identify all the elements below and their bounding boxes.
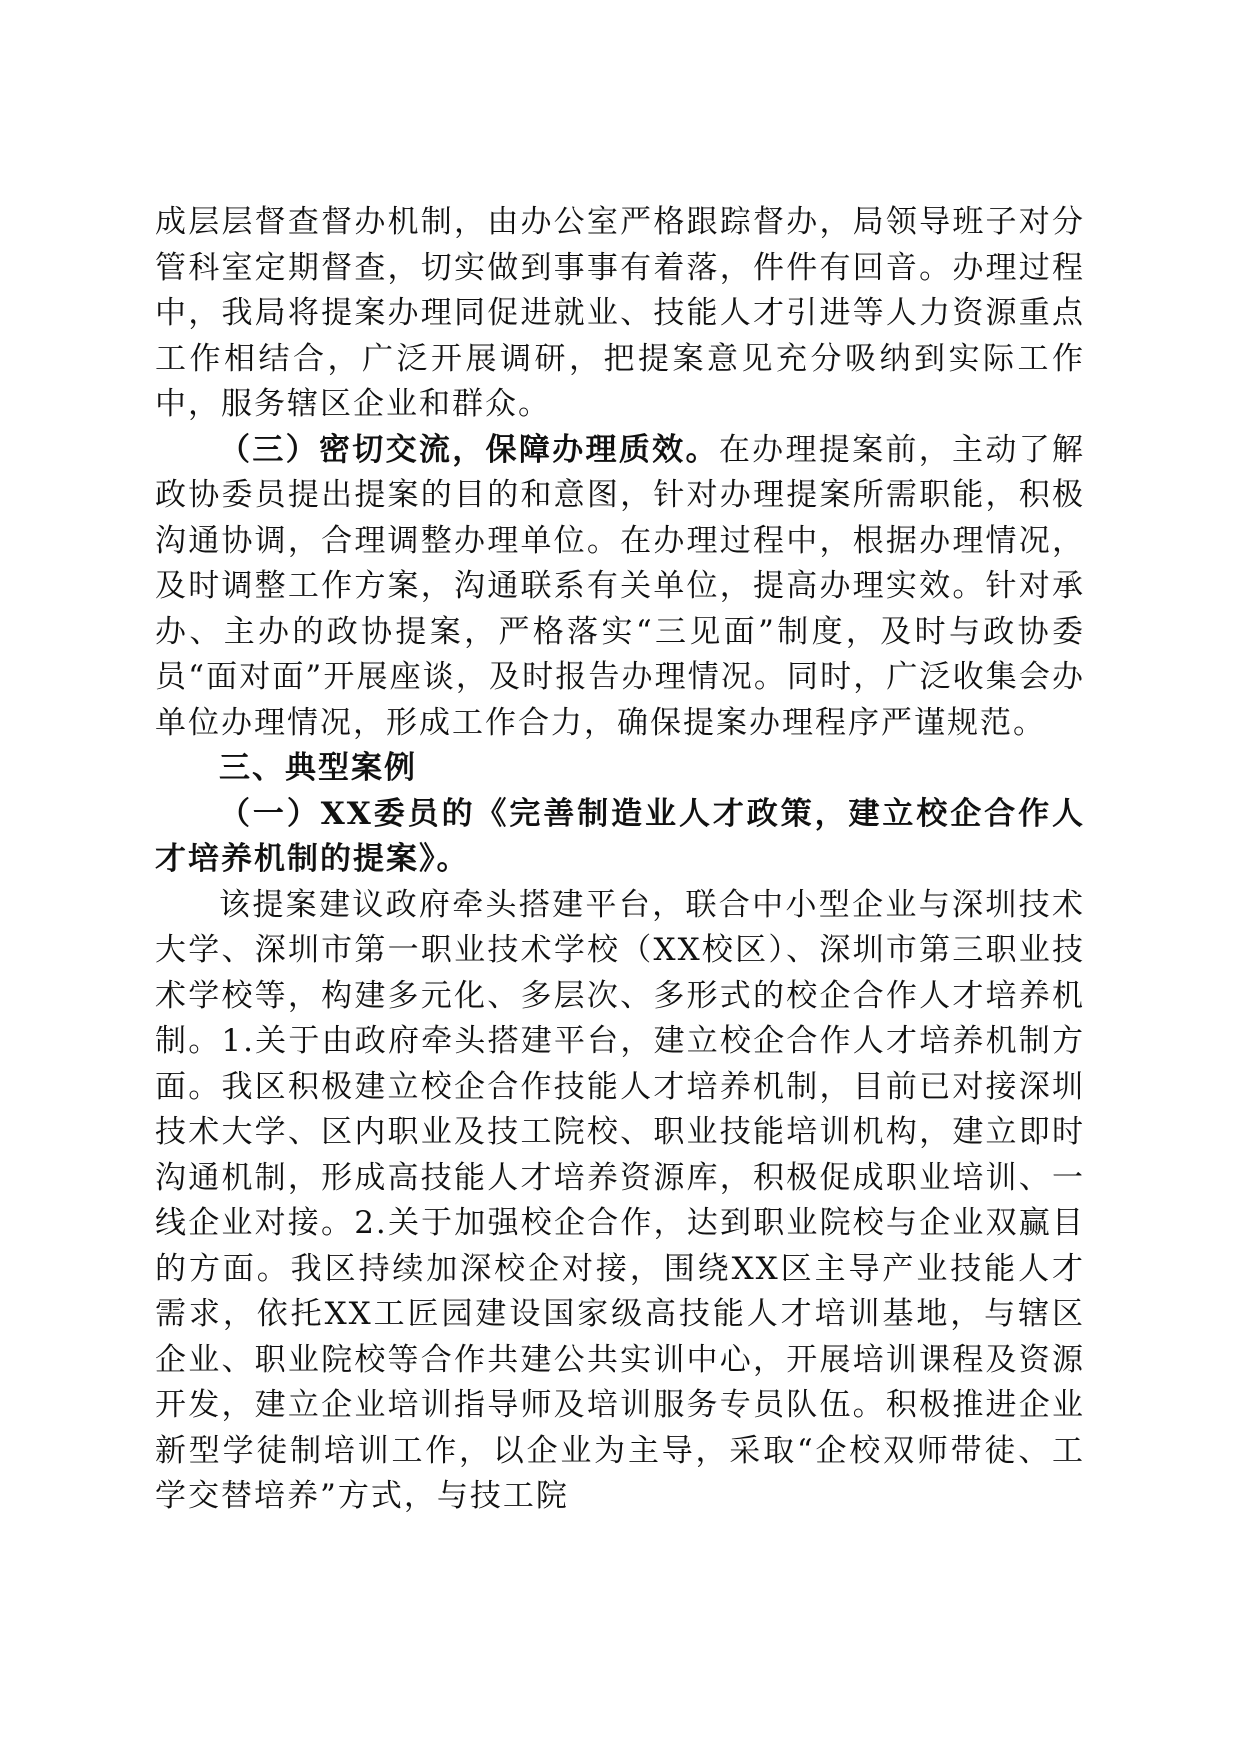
- document-body: [155, 200, 1085, 1520]
- paragraph-communication-body: 在办理提案前，主动了解政协委员提出提案的目的和意图，针对办理提案所需职能，积极沟通协调，合理调整办理单位。在办理过程中，根据办理情况，及时调整工作方案，沟通联系有关单位，提高办理实效。针对承办、主办的政协提案，严格落实“三见面”制度，及时与政协委员“面对面”开展座谈，及时报告办理情况。同时，广泛收集会办单位办理情况，形成工作合力，确保提案办理程序严谨规范。: [155, 431, 1086, 741]
- paragraph-supervision: 成层层督查督办机制，由办公室严格跟踪督办，局领导班子对分管科室定期督查，切实做到事事有着落，件件有回音。办理过程中，我局将提案办理同促进就业、技能人才引进等人力资源重点工作相结合，广泛开展调研，把提案意见充分吸纳到实际工作中，服务辖区企业和群众。: [155, 204, 1085, 422]
- paragraph-case-body: 该提案建议政府牵头搭建平台，联合中小型企业与深圳技术大学、深圳市第一职业技术学校（XX校区）、深圳市第三职业技术学校等，构建多元化、多层次、多形式的校企合作人才培养机制。1.关于由政府牵头搭建平台，建立校企合作人才培养机制方面。我区积极建立校企合作技能人才培养机制，目前已对接深圳技术大学、区内职业及技工院校、职业技能培训机构，建立即时沟通机制，形成高技能人才培养资源库，积极促成职业培训、一线企业对接。2.关于加强校企合作，达到职业院校与企业双赢目的方面。我区持续加深校企对接，围绕XX区主导产业技能人才需求，依托XX工匠园建设国家级高技能人才培训基地，与辖区企业、职业院校等合作共建公共实训中心，开展培训课程及资源开发，建立企业培训指导师及培训服务专员队伍。积极推进企业新型学徒制培训工作，以企业为主导，采取“企校双师带徒、工学交替培养”方式，与技工院: [155, 886, 1085, 1514]
- paragraph-communication: [155, 428, 1085, 747]
- case-title: （一）XX委员的《完善制造业人才政策，建立校企合作人才培养机制的提案》。: [155, 795, 1085, 877]
- section-heading: 三、典型案例: [219, 750, 417, 786]
- paragraph-lead-heading: （三）密切交流，保障办理质效。: [219, 431, 719, 468]
